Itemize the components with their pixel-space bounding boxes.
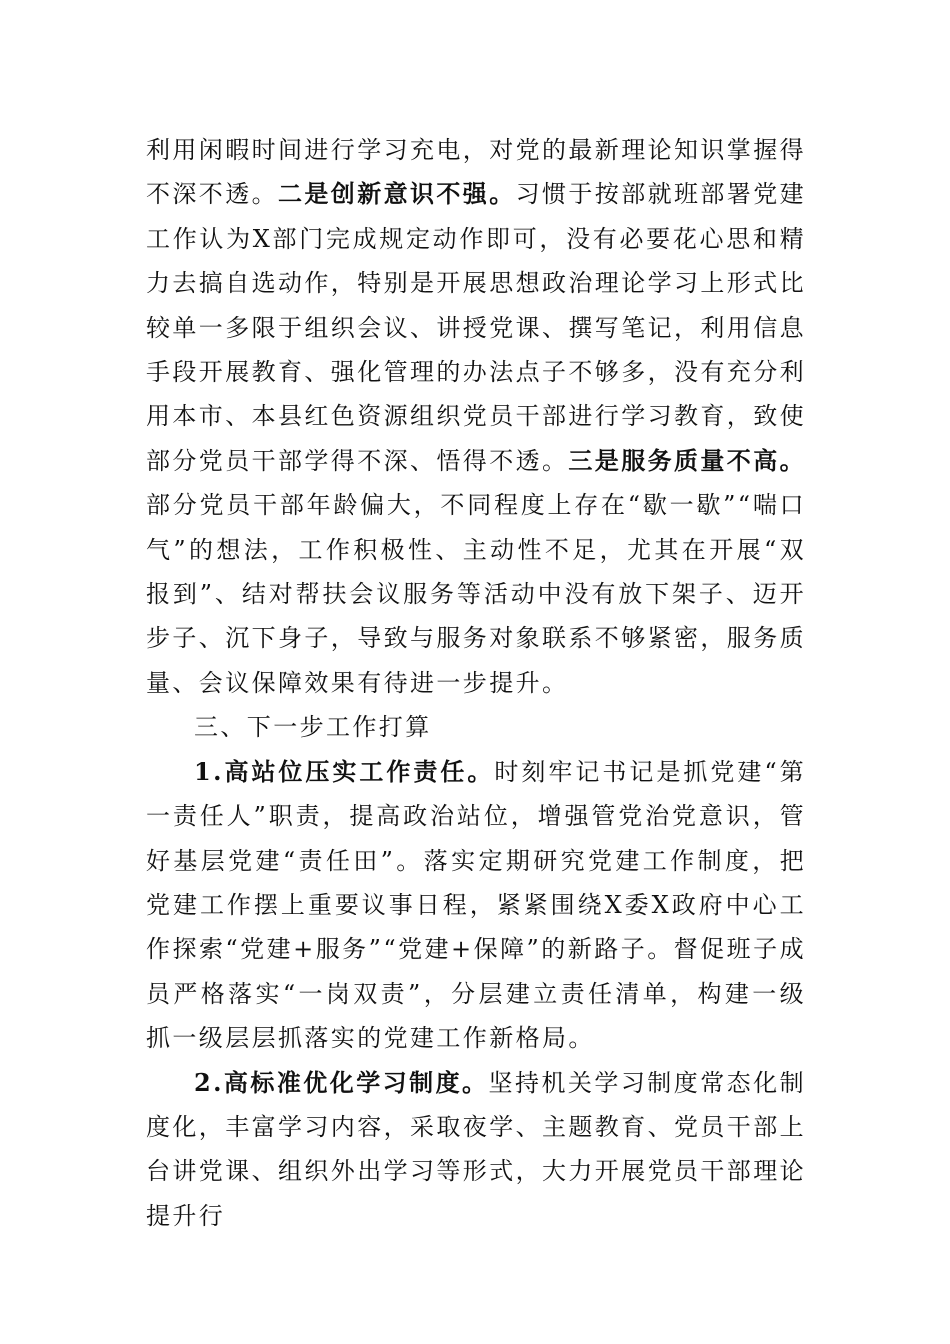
paragraph-problems	[146, 128, 806, 705]
paragraph-text: 习惯于按部就班部署党建工作认为X部门完成规定动作即可，没有必要花心思和精力去搞自选动作，特别是开展思想政治理论学习上形式比较单一多限于组织会议、讲授党课、撰写笔记，利用信息手段开展教育、强化管理的办法点子不够多，没有充分利用本市、本县红色资源组织党员干部进行学习教育，致使部分党员干部学得不深、悟得不透。	[146, 180, 807, 475]
paragraph-text: 利用闲暇时间进行学习充电，对党的最新理论知识掌握得不深不透。	[146, 136, 806, 209]
document-body	[146, 128, 806, 1238]
bold-heading-innovation: 二是创新意识不强。	[278, 179, 516, 209]
item-2-text: 坚持机关学习制度常态化制度化，丰富学习内容，采取夜学、主题教育、党员干部上台讲党课、组织外出学习等形式，大力开展党员干部理论提升行	[146, 1068, 806, 1230]
item-1-title: 1.高站位压实工作责任。	[194, 756, 495, 786]
item-2-title: 2.高标准优化学习制度。	[194, 1067, 489, 1097]
section-heading: 三、下一步工作打算	[194, 713, 432, 742]
bold-heading-service: 三是服务质量不高。	[568, 445, 807, 475]
item-1-text: 时刻牢记书记是抓党建“第一责任人”职责，提高政治站位，增强管党治党意识，管好基层党建“责任田”。落实定期研究党建工作制度，把党建工作摆上重要议事日程，紧紧围绕X委X政府中心工作探索“党建+服务”“党建+保障”的新路子。督促班子成员严格落实“一岗双责”，分层建立责任清单，构建一级抓一级层层抓落实的党建工作新格局。	[146, 757, 806, 1053]
paragraph-text: 部分党员干部年龄偏大，不同程度上存在“歇一歇”“喘口气”的想法，工作积极性、主动性不足，尤其在开展“双报到”、结对帮扶会议服务等活动中没有放下架子、迈开步子、沉下身子，导致与服务对象联系不够紧密，服务质量、会议保障效果有待进一步提升。	[146, 491, 806, 697]
paragraph-item-1	[146, 750, 806, 1061]
paragraph-item-2	[146, 1061, 806, 1239]
